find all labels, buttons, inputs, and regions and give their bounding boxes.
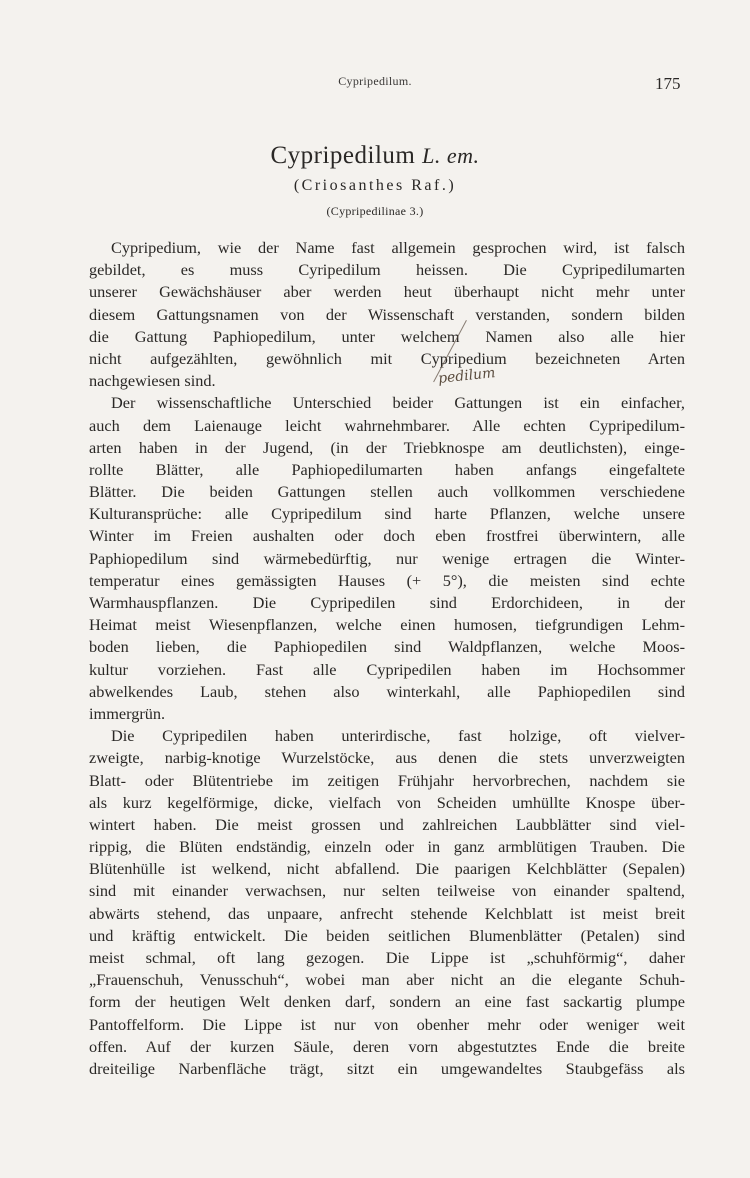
running-head: Cypripedilum.: [338, 74, 412, 88]
text-line: arten haben in der Jugend, (in der Triebknospe am deutlichsten), einge-: [89, 437, 685, 457]
text-line: Kulturansprüche: alle Cypripedilum sind harte Pflanzen, welche unsere: [89, 504, 685, 524]
text-line: gebildet, es muss Cyripedilum heissen. Die Cypripedilumarten: [89, 260, 685, 280]
text-line: die Gattung Paphiopedilum, unter welchem Namen also alle hier: [89, 326, 685, 346]
text-line: wintert haben. Die meist grossen und zahlreichen Laubblätter sind viel-: [89, 814, 685, 834]
text-line: „Frauenschuh, Venusschuh“, wobei man aber nicht an die elegante Schuh-: [89, 970, 685, 990]
text-line: kultur vorziehen. Fast alle Cypripedilen haben im Hochsommer: [89, 659, 685, 679]
text-line: nachgewiesen sind.: [89, 371, 216, 391]
text-line: und kräftig entwickelt. Die beiden seitlichen Blumenblätter (Petalen) sind: [89, 925, 685, 945]
genus-name: Cypripedilum: [270, 142, 416, 169]
genus-synonym: (Criosanthes Raf.): [293, 177, 457, 194]
text-line: als kurz kegelförmige, dicke, vielfach von Scheiden umhüllte Knospe über-: [89, 792, 685, 812]
text-line: Die Cypripedilen haben unterirdische, fast holzige, oft vielver-: [111, 726, 685, 746]
text-line: immergrün.: [89, 703, 166, 723]
text-line: diesem Gattungsnamen von der Wissenschaft verstanden, sondern bilden: [89, 304, 685, 324]
handwritten-note: pedilum: [437, 365, 497, 387]
genus-author: L. em.: [422, 143, 480, 168]
text-line: Der wissenschaftliche Unterschied beider Gattungen ist ein einfacher,: [111, 393, 685, 413]
text-line: Winter im Freien aushalten oder doch eben frostfrei überwintern, alle: [89, 526, 685, 546]
text-line: Heimat meist Wiesenpflanzen, welche einen humosen, tiefgrundigen Lehm-: [89, 615, 685, 635]
text-line: meist schmal, oft lang gezogen. Die Lippe ist „schuhförmig“, daher: [89, 948, 685, 967]
text-line: sind mit einander verwachsen, nur selten teilweise von einander spaltend,: [89, 881, 685, 901]
text-line: offen. Auf der kurzen Säule, deren vorn abgestutztes Ende die breite: [89, 1036, 685, 1056]
text-line: abwelkendes Laub, stehen also winterkahl, alle Paphiopedilen sind: [89, 681, 685, 701]
body-text: [89, 237, 685, 1080]
text-line: Pantoffelform. Die Lippe ist nur von obenher mehr oder weniger weit: [89, 1014, 685, 1034]
text-line: boden lieben, die Paphiopedilen sind Waldpflanzen, welche Moos-: [89, 637, 685, 657]
tribe-label: (Cypripedilinae 3.): [326, 204, 424, 218]
text-line: temperatur eines gemässigten Hauses (+ 5°), die meisten sind echte: [89, 570, 685, 590]
text-line: Blätter. Die beiden Gattungen stellen auch vollkommen verschiedene: [89, 482, 685, 502]
text-line: auch dem Laienauge leicht wahrnehmbarer. Alle echten Cypripedilum-: [89, 415, 685, 435]
text-line: Paphiopedilum sind wärmebedürftig, nur wenige ertragen die Winter-: [89, 548, 685, 568]
text-line: rippig, die Blüten endständig, einzeln oder in ganz armblütigen Trauben. Die: [89, 837, 685, 857]
text-line: form der heutigen Welt denken darf, sondern an eine fast sackartig plumpe: [89, 992, 685, 1012]
text-line: rollte Blätter, alle Paphiopedilumarten haben anfangs eingefaltete: [89, 459, 685, 479]
text-line: Warmhauspflanzen. Die Cypripedilen sind Erdorchideen, in der: [89, 593, 685, 612]
text-line: zweigte, narbig-knotige Wurzelstöcke, aus denen die stets unverzweigten: [89, 748, 685, 768]
text-line: dreiteilige Narbenfläche trägt, sitzt ein umgewandeltes Staubgefäss als: [89, 1058, 685, 1078]
genus-title: [0, 142, 750, 170]
text-line: abwärts stehend, das unpaare, anfrecht stehende Kelchblatt ist meist breit: [89, 903, 685, 923]
text-line: Blütenhülle ist welkend, nicht abfallend. Die paarigen Kelchblätter (Sepalen): [89, 859, 685, 879]
text-line: Cypripedium, wie der Name fast allgemein gesprochen wird, ist falsch: [111, 238, 685, 257]
text-line: nicht aufgezählten, gewöhnlich mit Cypripedium bezeichneten Arten: [89, 348, 685, 368]
text-line: unserer Gewächshäuser aber werden heut überhaupt nicht mehr unter: [89, 282, 685, 302]
text-line: Blatt- oder Blütentriebe im zeitigen Frühjahr hervorbrechen, nachdem sie: [89, 770, 685, 790]
page-number: 175: [655, 74, 681, 93]
